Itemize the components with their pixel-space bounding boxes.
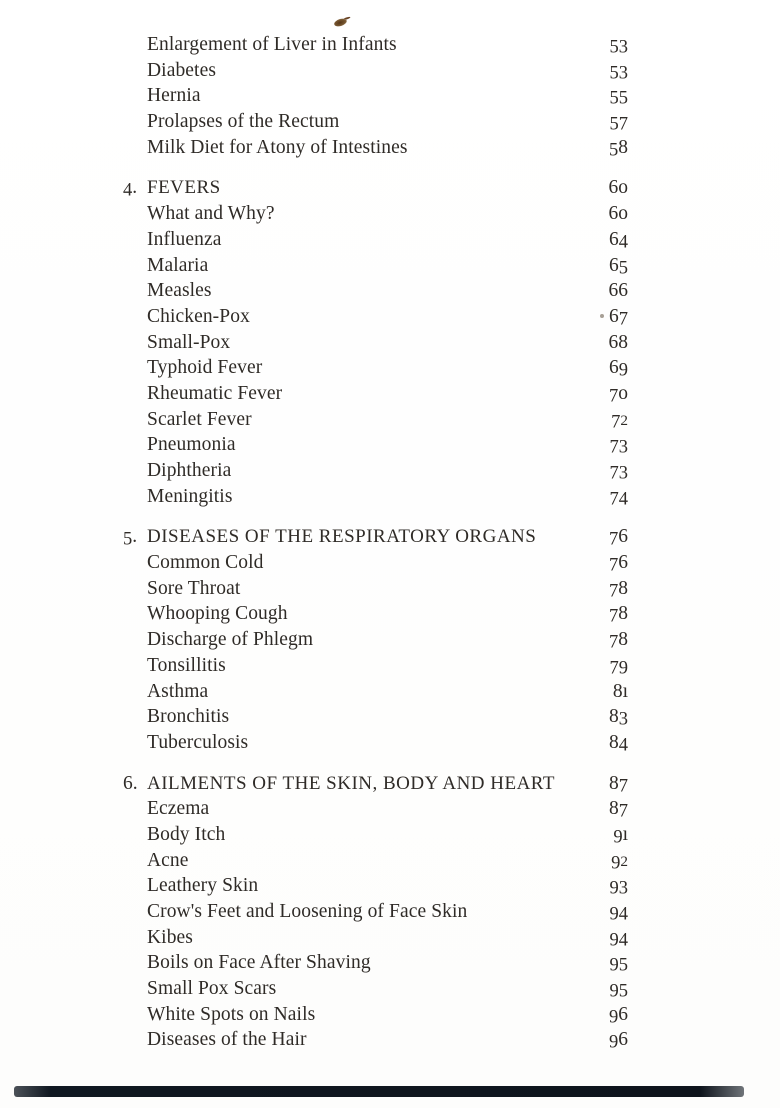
oldstyle-figure: 4 [618, 929, 628, 951]
page-number [558, 576, 628, 602]
oldstyle-figure: 7 [609, 462, 619, 484]
toc-entry [0, 1027, 780, 1053]
oldstyle-figure: 7 [608, 385, 619, 407]
oldstyle-figure: 6 [608, 305, 619, 327]
page-number [558, 109, 628, 135]
entry-title: Kibes [147, 926, 193, 948]
entry-title: Tuberculosis [147, 731, 249, 753]
oldstyle-figure: 9 [608, 1006, 619, 1028]
oldstyle-figure: ı [622, 680, 628, 702]
oldstyle-figure: 5 [618, 256, 628, 278]
oldstyle-figure: 6 [618, 526, 628, 548]
page-number [558, 407, 628, 434]
entry-title: Leathery Skin [147, 875, 259, 897]
entry-title: Malaria [147, 254, 209, 276]
oldstyle-figure: . [132, 177, 138, 199]
page-number [558, 484, 628, 510]
page-number [558, 253, 628, 279]
oldstyle-figure: 8 [618, 629, 628, 651]
oldstyle-figure: o [618, 177, 628, 199]
oldstyle-figure: 5 [618, 954, 628, 976]
oldstyle-figure: 6 [618, 280, 628, 302]
entry-title: Scarlet Fever [147, 408, 252, 430]
toc-entry [0, 822, 780, 848]
oldstyle-figure: 7 [608, 631, 619, 653]
page-number [558, 925, 628, 951]
oldstyle-figure: 5 [609, 62, 619, 84]
entry-title: Crow's Feet and Loosening of Face Skin [147, 901, 468, 922]
toc-entry [0, 484, 780, 510]
toc-entry [0, 704, 780, 730]
page-number [558, 458, 628, 484]
entry-title: Diabetes [147, 59, 217, 81]
toc-entry [0, 330, 780, 356]
toc-entry [0, 355, 780, 381]
page-number [558, 1027, 628, 1053]
ink-speck-artifact [333, 17, 348, 28]
page-number [558, 175, 628, 201]
oldstyle-figure: 2 [620, 852, 628, 870]
oldstyle-figure: 3 [618, 877, 628, 899]
oldstyle-figure: . [132, 772, 138, 794]
page-number [558, 950, 628, 976]
oldstyle-figure: 7 [618, 113, 628, 135]
oldstyle-figure: 4 [618, 488, 628, 510]
oldstyle-figure: 4 [618, 903, 628, 925]
toc-entry [0, 576, 780, 602]
page-number [558, 381, 628, 407]
toc-entry [0, 550, 780, 576]
oldstyle-figure: 6 [608, 228, 619, 250]
page-number [558, 730, 628, 756]
oldstyle-figure: 6 [608, 203, 619, 225]
oldstyle-figure: 6 [608, 357, 619, 379]
toc-list [0, 32, 780, 1053]
page-number [558, 201, 628, 227]
oldstyle-figure: . [132, 526, 138, 548]
page-number [558, 83, 628, 109]
oldstyle-figure: 7 [609, 657, 619, 679]
page-number [558, 135, 628, 161]
oldstyle-figure: 7 [608, 580, 619, 602]
entry-title: Sore Throat [147, 577, 241, 599]
oldstyle-figure: 6 [123, 772, 133, 794]
oldstyle-figure: 8 [612, 680, 623, 702]
oldstyle-figure: 9 [609, 954, 619, 976]
oldstyle-figure: 4 [618, 231, 628, 253]
toc-entry [0, 950, 780, 976]
entry-title: Pneumonia [147, 434, 236, 456]
entry-title: Body Itch [147, 823, 226, 845]
entry-title: Influenza [147, 228, 222, 250]
oldstyle-figure: 7 [608, 528, 619, 550]
oldstyle-figure: 7 [608, 554, 619, 576]
oldstyle-figure: 9 [608, 1031, 619, 1053]
page-number [558, 899, 628, 925]
page-number [558, 822, 628, 848]
toc-entry [0, 627, 780, 653]
entry-title: Diseases of the Hair [147, 1029, 307, 1051]
entry-title: White Spots on Nails [147, 1003, 316, 1025]
oldstyle-figure: 4 [618, 734, 628, 756]
oldstyle-figure: 2 [620, 411, 628, 429]
page-number [558, 601, 628, 627]
entry-title: Enlargement of Liver in Infants [147, 34, 397, 55]
entry-title: Small-Pox [147, 331, 231, 353]
toc-entry [0, 458, 780, 484]
oldstyle-figure: 8 [618, 331, 628, 353]
page-number [558, 704, 628, 730]
oldstyle-figure: 3 [618, 708, 628, 730]
toc-entry [0, 796, 780, 822]
toc-section [0, 524, 780, 755]
oldstyle-figure: 6 [608, 280, 619, 302]
oldstyle-figure: 9 [618, 359, 628, 381]
page-number [558, 432, 628, 458]
oldstyle-figure: 9 [609, 877, 619, 899]
toc-entry [0, 601, 780, 627]
entry-title: What and Why? [147, 203, 275, 225]
page-number [558, 627, 628, 653]
oldstyle-figure: 5 [618, 980, 628, 1002]
oldstyle-figure: 5 [609, 113, 619, 135]
toc-section-header [0, 771, 780, 797]
page-number [558, 330, 628, 356]
oldstyle-figure: 3 [618, 436, 628, 458]
page-number [558, 58, 628, 84]
oldstyle-figure: 8 [618, 136, 628, 158]
oldstyle-figure: 8 [608, 798, 619, 820]
entry-title: Milk Diet for Atony of Intestines [147, 136, 408, 158]
oldstyle-figure: 9 [609, 980, 619, 1002]
page-number [558, 679, 628, 705]
toc-entry [0, 304, 780, 330]
toc-entry [0, 227, 780, 253]
oldstyle-figure: 8 [608, 706, 619, 728]
page-number [558, 873, 628, 899]
oldstyle-figure: 7 [618, 774, 628, 796]
oldstyle-figure: 9 [618, 657, 628, 679]
oldstyle-figure: 5 [618, 87, 628, 109]
page-number [558, 304, 628, 330]
page-number [558, 1002, 628, 1028]
oldstyle-figure: 9 [609, 903, 619, 925]
page-number [558, 771, 628, 797]
page-number [558, 976, 628, 1002]
oldstyle-figure: 7 [611, 411, 621, 433]
toc-section [0, 175, 780, 509]
section-number [123, 524, 147, 550]
page-number [558, 32, 628, 58]
toc-entry [0, 253, 780, 279]
oldstyle-figure: 9 [613, 826, 623, 848]
entry-title: Asthma [147, 680, 209, 702]
toc-section [0, 771, 780, 1054]
entry-title: Chicken-Pox [147, 305, 250, 327]
page-number [558, 550, 628, 576]
toc-entry [0, 848, 780, 874]
page-number [558, 848, 628, 875]
toc-entry [0, 201, 780, 227]
entry-title: Meningitis [147, 485, 233, 507]
section-title: DISEASES OF THE RESPIRATORY ORGANS [147, 526, 537, 548]
oldstyle-figure: 6 [618, 552, 628, 574]
oldstyle-figure: 9 [609, 929, 619, 951]
entry-title: Measles [147, 280, 212, 302]
page-number [558, 278, 628, 304]
entry-title: Whooping Cough [147, 603, 288, 625]
section-number [123, 175, 147, 201]
toc-entry [0, 976, 780, 1002]
toc-entry [0, 32, 780, 58]
page-number [558, 227, 628, 253]
oldstyle-figure: 7 [609, 436, 619, 458]
oldstyle-figure: 7 [609, 488, 619, 510]
toc-entry [0, 730, 780, 756]
entry-title: Diphtheria [147, 460, 232, 481]
oldstyle-figure: 6 [618, 1003, 628, 1025]
entry-title: Rheumatic Fever [147, 382, 283, 404]
toc-entry [0, 381, 780, 407]
oldstyle-figure: 6 [618, 1029, 628, 1051]
oldstyle-figure: 8 [618, 577, 628, 599]
entry-title: Common Cold [147, 552, 264, 574]
oldstyle-figure: 7 [608, 605, 619, 627]
oldstyle-figure: 6 [608, 177, 619, 199]
page-number [558, 653, 628, 679]
page-bottom-edge-shadow [14, 1086, 744, 1097]
oldstyle-figure: 5 [123, 528, 133, 550]
toc-entry [0, 58, 780, 84]
entry-title: Prolapses of the Rectum [147, 111, 340, 133]
toc-entry [0, 679, 780, 705]
oldstyle-figure: o [618, 382, 628, 404]
toc-entry [0, 1002, 780, 1028]
section-number [123, 771, 147, 797]
toc-section-header [0, 524, 780, 550]
entry-title: Discharge of Phlegm [147, 629, 314, 651]
oldstyle-figure: 7 [618, 308, 628, 330]
toc-entry [0, 83, 780, 109]
oldstyle-figure: 3 [618, 462, 628, 484]
oldstyle-figure: 4 [123, 179, 133, 201]
oldstyle-figure: 3 [618, 62, 628, 84]
oldstyle-figure: 6 [608, 331, 619, 353]
toc-section-header [0, 175, 780, 201]
entry-title: Typhoid Fever [147, 357, 263, 379]
entry-title: Acne [147, 849, 189, 871]
toc-entry [0, 653, 780, 679]
toc-entry [0, 135, 780, 161]
entry-title: Eczema [147, 798, 210, 820]
entry-title: Boils on Face After Shaving [147, 952, 371, 974]
toc-entry [0, 407, 780, 433]
entry-title: Small Pox Scars [147, 978, 277, 1000]
oldstyle-figure: o [618, 203, 628, 225]
oldstyle-figure: 3 [618, 36, 628, 58]
oldstyle-figure: 8 [608, 772, 619, 794]
oldstyle-figure: 7 [618, 800, 628, 822]
section-title: FEVERS [147, 177, 221, 199]
oldstyle-figure: 5 [608, 139, 619, 161]
toc-entry [0, 899, 780, 925]
oldstyle-figure: 8 [608, 731, 619, 753]
entry-title: Bronchitis [147, 706, 230, 728]
page-number [558, 796, 628, 822]
section-title: AILMENTS OF THE SKIN, BODY AND HEART [147, 772, 555, 794]
page-number [558, 524, 628, 550]
toc-entry [0, 925, 780, 951]
page-number [558, 355, 628, 381]
toc-entry [0, 278, 780, 304]
oldstyle-figure: 5 [609, 87, 619, 109]
oldstyle-figure: 8 [618, 603, 628, 625]
entry-title: Hernia [147, 85, 201, 107]
oldstyle-figure: 5 [609, 36, 619, 58]
entry-title: Tonsillitis [147, 654, 226, 676]
oldstyle-figure: 9 [611, 852, 621, 874]
toc-entry [0, 109, 780, 135]
toc-entry [0, 432, 780, 458]
oldstyle-figure: 6 [608, 254, 619, 276]
toc-entry [0, 873, 780, 899]
oldstyle-figure: ı [622, 823, 628, 845]
